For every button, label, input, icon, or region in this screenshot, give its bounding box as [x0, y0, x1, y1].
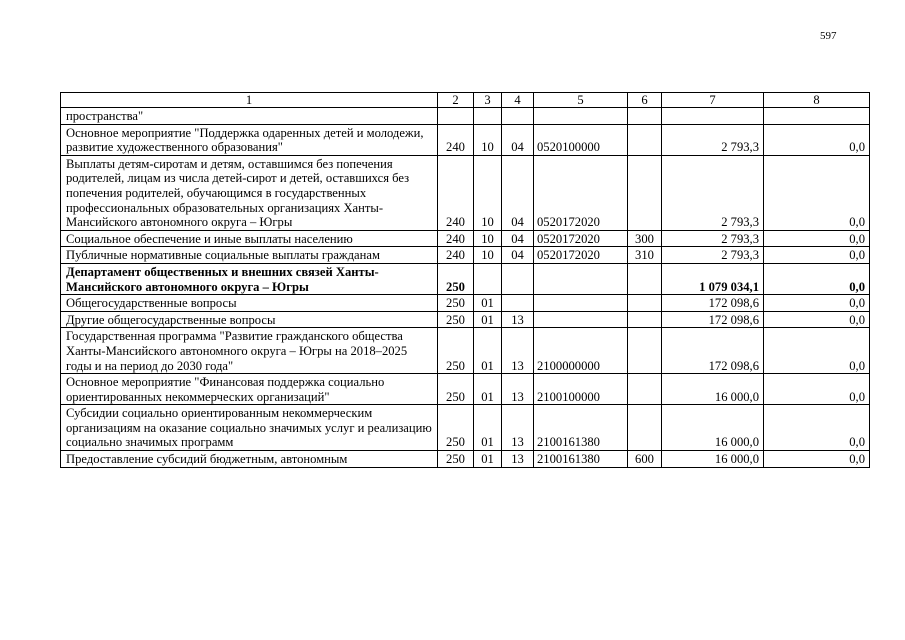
row-col-6: 300	[628, 230, 662, 247]
row-col-7	[662, 108, 764, 125]
row-col-4	[502, 263, 534, 294]
row-col-4: 04	[502, 247, 534, 264]
row-col-4: 04	[502, 155, 534, 230]
row-col-6	[628, 263, 662, 294]
header-col-6: 6	[628, 93, 662, 108]
row-col-4: 04	[502, 230, 534, 247]
row-name: Субсидии социально ориентированным некоммерческим организациям на оказание социально значимых услуг и реализацию социально значимых программ	[61, 405, 438, 451]
row-col-8: 0,0	[764, 247, 870, 264]
row-col-3	[474, 263, 502, 294]
row-col-6	[628, 295, 662, 312]
row-name: Государственная программа "Развитие гражданского общества Ханты-Мансийского автономного округа – Югры на 2018–2025 годы и на период до 2030 года"	[61, 328, 438, 374]
table-row	[61, 295, 870, 312]
table-row	[61, 108, 870, 125]
row-col-2: 250	[438, 328, 474, 374]
header-col-1: 1	[61, 93, 438, 108]
row-col-4: 04	[502, 124, 534, 155]
row-col-5: 0520100000	[534, 124, 628, 155]
row-col-2: 240	[438, 230, 474, 247]
row-col-8: 0,0	[764, 230, 870, 247]
row-col-2: 240	[438, 124, 474, 155]
row-col-8: 0,0	[764, 155, 870, 230]
row-col-2	[438, 108, 474, 125]
row-col-4: 13	[502, 374, 534, 405]
row-col-2: 250	[438, 374, 474, 405]
row-col-6: 310	[628, 247, 662, 264]
row-col-5: 0520172020	[534, 155, 628, 230]
row-col-8: 0,0	[764, 328, 870, 374]
row-col-8: 0,0	[764, 405, 870, 451]
row-name: Основное мероприятие "Поддержка одаренных детей и молодежи, развитие художественного образования"	[61, 124, 438, 155]
row-col-7: 2 793,3	[662, 124, 764, 155]
header-col-7: 7	[662, 93, 764, 108]
row-col-2: 250	[438, 311, 474, 328]
table-row	[61, 374, 870, 405]
row-col-3: 01	[474, 374, 502, 405]
table-row	[61, 263, 870, 294]
row-col-5	[534, 108, 628, 125]
table-row	[61, 155, 870, 230]
row-col-8: 0,0	[764, 263, 870, 294]
row-col-6	[628, 405, 662, 451]
row-col-3: 10	[474, 155, 502, 230]
row-col-5: 0520172020	[534, 247, 628, 264]
table-row	[61, 124, 870, 155]
row-col-5: 2100161380	[534, 405, 628, 451]
page-number: 597	[820, 30, 837, 42]
header-col-4: 4	[502, 93, 534, 108]
row-col-4	[502, 295, 534, 312]
row-col-5	[534, 263, 628, 294]
header-col-2: 2	[438, 93, 474, 108]
row-col-3: 10	[474, 124, 502, 155]
row-col-7: 16 000,0	[662, 405, 764, 451]
row-col-7: 16 000,0	[662, 374, 764, 405]
row-col-4: 13	[502, 311, 534, 328]
table-row	[61, 247, 870, 264]
row-col-4: 13	[502, 328, 534, 374]
row-col-8: 0,0	[764, 124, 870, 155]
row-col-8: 0,0	[764, 451, 870, 468]
row-col-2: 240	[438, 155, 474, 230]
row-col-3: 01	[474, 451, 502, 468]
row-col-3: 01	[474, 295, 502, 312]
row-col-2: 250	[438, 295, 474, 312]
row-col-2: 250	[438, 405, 474, 451]
row-col-6	[628, 311, 662, 328]
row-col-7: 172 098,6	[662, 295, 764, 312]
row-col-7: 172 098,6	[662, 311, 764, 328]
header-col-3: 3	[474, 93, 502, 108]
row-col-3: 01	[474, 405, 502, 451]
row-col-6	[628, 328, 662, 374]
row-name: Департамент общественных и внешних связей Ханты-Мансийского автономного округа – Югры	[61, 263, 438, 294]
row-col-8: 0,0	[764, 311, 870, 328]
row-col-3: 01	[474, 311, 502, 328]
budget-table	[60, 92, 870, 468]
row-col-7: 172 098,6	[662, 328, 764, 374]
row-col-6	[628, 108, 662, 125]
table-row	[61, 311, 870, 328]
row-name: Другие общегосударственные вопросы	[61, 311, 438, 328]
table-row	[61, 405, 870, 451]
header-col-5: 5	[534, 93, 628, 108]
row-col-6	[628, 155, 662, 230]
row-col-7: 2 793,3	[662, 155, 764, 230]
row-col-8: 0,0	[764, 295, 870, 312]
row-col-4: 13	[502, 451, 534, 468]
row-col-2: 250	[438, 263, 474, 294]
row-col-7: 16 000,0	[662, 451, 764, 468]
table-row	[61, 451, 870, 468]
row-col-7: 1 079 034,1	[662, 263, 764, 294]
row-col-2: 250	[438, 451, 474, 468]
row-col-3: 10	[474, 230, 502, 247]
row-col-3: 10	[474, 247, 502, 264]
row-col-6: 600	[628, 451, 662, 468]
row-col-5: 0520172020	[534, 230, 628, 247]
row-col-5	[534, 295, 628, 312]
table-row	[61, 230, 870, 247]
header-row	[61, 93, 870, 108]
row-col-7: 2 793,3	[662, 230, 764, 247]
row-col-8	[764, 108, 870, 125]
row-name: Основное мероприятие "Финансовая поддержка социально ориентированных некоммерческих организаций"	[61, 374, 438, 405]
row-col-5: 2100000000	[534, 328, 628, 374]
table-row	[61, 328, 870, 374]
row-col-4: 13	[502, 405, 534, 451]
row-name: Выплаты детям-сиротам и детям, оставшимся без попечения родителей, лицам из числа детей-сирот и детей, оставшихся без попечения родителей, обучающимся в государственных профессиональных образовательных организациях Ханты-Мансийского автономного округа – Югры	[61, 155, 438, 230]
row-name: Социальное обеспечение и иные выплаты населению	[61, 230, 438, 247]
header-col-8: 8	[764, 93, 870, 108]
row-col-2: 240	[438, 247, 474, 264]
row-col-6	[628, 374, 662, 405]
row-name: Общегосударственные вопросы	[61, 295, 438, 312]
row-col-4	[502, 108, 534, 125]
row-name: Публичные нормативные социальные выплаты гражданам	[61, 247, 438, 264]
row-col-3: 01	[474, 328, 502, 374]
row-col-7: 2 793,3	[662, 247, 764, 264]
row-col-3	[474, 108, 502, 125]
row-col-8: 0,0	[764, 374, 870, 405]
row-col-6	[628, 124, 662, 155]
row-name: Предоставление субсидий бюджетным, автономным	[61, 451, 438, 468]
row-col-5: 2100161380	[534, 451, 628, 468]
row-col-5: 2100100000	[534, 374, 628, 405]
row-name: пространства"	[61, 108, 438, 125]
row-col-5	[534, 311, 628, 328]
